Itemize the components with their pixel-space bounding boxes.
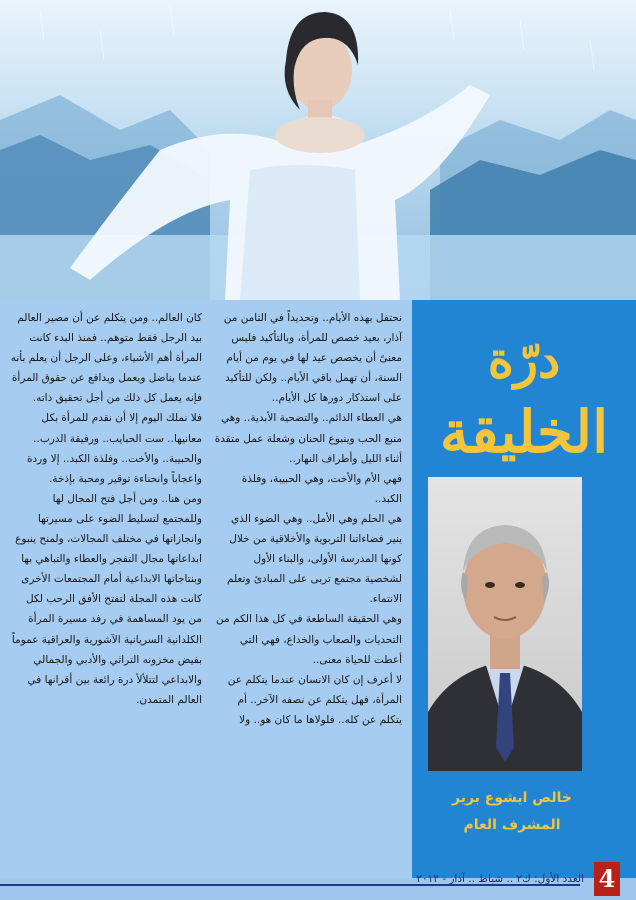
article-column-right [214, 308, 402, 868]
paragraph: هي الحلم وهي الأمل.. وهي الضوء الذي ينير فضاءاتنا التربوية والأخلاقية من خلال كونها المدرسة الأولى، والبناء الأول لشخصية مجتمع تربى على المبادئ وتعلم الانتماء. [226, 512, 402, 606]
author-photo [428, 477, 582, 771]
paragraph: كان العالم.. ومن يتكلم عن أن مصير العالم بيد الرجل فقط متوهم.. فمنذ البدء كانت المرأة أهم الأشياء، وعلى الرجل أن يعلم بأنه عندما يناضل ويعمل ويدافع عن حقوق المرأة فإنه يعمل كل ذلك من أجل تحقيق ذاته. [10, 312, 202, 405]
issue-info: العدد الأول: ك٢ .. شباط .. آذار - ٢٠١٢ [416, 873, 584, 885]
paragraph: نحتفل بهذه الأيام.. وتحديداً في الثامن من آذار، بعيد خصص للمرأة، وبالتأكيد فليس معنىً أن يخصص عيد لها في يوم من أيام السنة، أن تهمل باقي الأيام.. ولكن للتأكيد على استذكار دورها كل الأيام.. [223, 312, 402, 405]
paragraph: وهي الحقيقة الساطعة في كل هذا الكم من التحديات والصعاب والخداع، فهي التي أعطت للحياة معنى.. [216, 613, 402, 666]
author-portrait-image [428, 477, 582, 771]
page-number-badge: 4 [594, 862, 620, 896]
author-name: خالص ايشوع برير [451, 790, 573, 806]
paragraph: فلا نملك اليوم إلا أن نقدم للمرأة بكل معانيها.. ست الحبايب.. ورفيقة الدرب.. والحبيبة.. والأخت.. وفلذة الكبد.. إلا وردة واعجاباً وانحناءة توقير ومحبة بإذخة. [27, 412, 202, 485]
paragraph: فهي الأم والأخت، وهي الحبيبة، وفلذة الكبد.. [241, 472, 402, 505]
article-column-left [10, 308, 202, 868]
woman-in-rain-image [0, 0, 636, 300]
cover-photo [0, 0, 636, 300]
article-title-line1: درّة [487, 330, 561, 389]
paragraph: ومن هنا.. ومن أجل فتح المجال لها وللمجتمع لتسليط الضوء على مسيرتها وانجازاتها في مختلف المجالات، ولمنح ينبوع ابداعاتها مجال التفجر والعطاء والتباهي بها وبنتاجاتها الابداعية أمام المجتمعات الأخرى كانت هذه المجلة لتفتح الأفق الرحب لكل من يود المساهمة في رفد مسيرة المرأة الكلدانية السريانية الآشورية والعراقية عموماً بفيض مخزونه التراثي والأدبي والجمالي والابداعي لتتلألأ درة رائعة بين أقرانها في العالم المتمدن. [11, 492, 202, 706]
paragraph: هي العطاء الدائم.. والتضحية الأبدية.. وهي منبع الحب وينبوع الحنان وشعلة عمل متقدة أثناء الليل وأطراف النهار.. [214, 412, 402, 465]
article-title-line2: الخليقة [439, 398, 609, 466]
author-role: المشرف العام [463, 817, 561, 833]
paragraph: لا أعرف إن كان الانسان عندما يتكلم عن المرأة، فهل يتكلم عن نصفه الآخر.. أم يتكلم عن كله.. فلولاها ما كان هو.. ولا [227, 673, 402, 726]
